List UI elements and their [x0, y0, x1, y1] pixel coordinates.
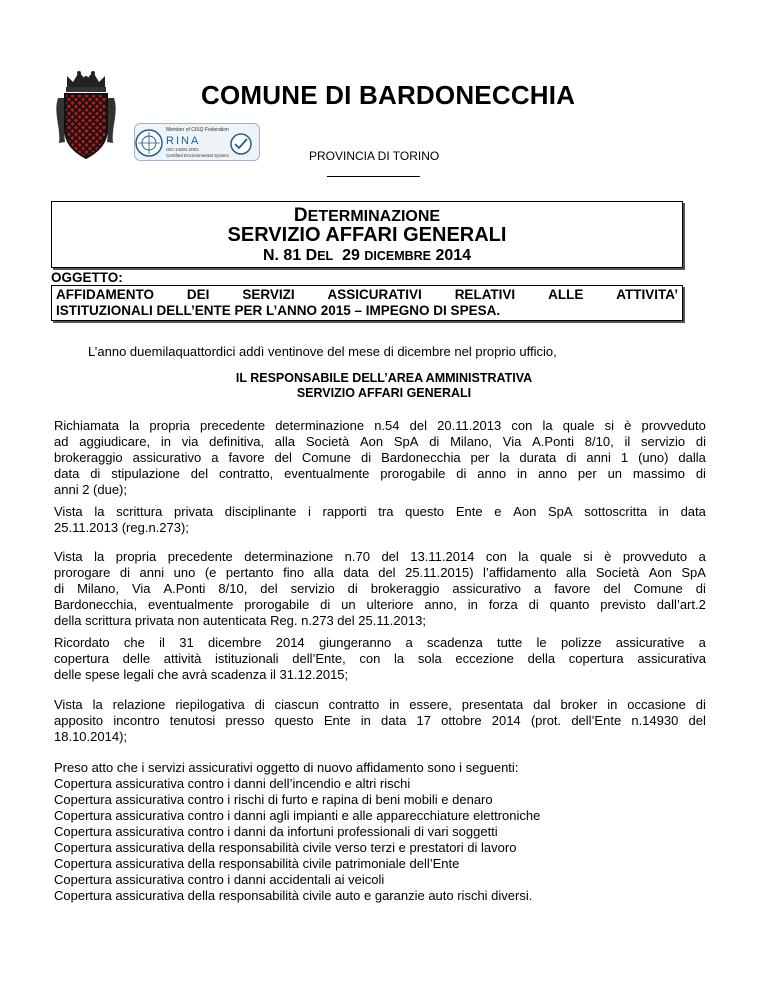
paragraph-line: della scrittura privata non autenticata Reg. n.273 del 25.11.2013;: [54, 613, 426, 628]
oggetto-box: [51, 285, 683, 321]
paragraph: [54, 549, 706, 629]
paragraph-line: copertura delle attività istituzionali dell’Ente, con la sola eccezione della copertura assicurativa: [54, 651, 706, 666]
det-month: DICEMBRE: [364, 249, 431, 263]
oggetto-line-1: [56, 287, 678, 303]
det-number: N. 81 D: [262, 247, 318, 264]
paragraph-line: 25.11.2013 (reg.n.273);: [54, 520, 189, 535]
list-item: Copertura assicurativa della responsabilità civile patrimoniale dell’Ente: [54, 856, 460, 871]
servizio-heading: SERVIZIO AFFARI GENERALI: [227, 224, 507, 246]
det-year: 2014: [431, 247, 472, 264]
services-list: [54, 760, 706, 904]
responsabile-subtitle: SERVIZIO AFFARI GENERALI: [296, 386, 472, 400]
list-item: Copertura assicurativa contro i danni da infortuni professionali di vari soggetti: [54, 824, 498, 839]
oggetto-label: OGGETTO:: [51, 270, 123, 285]
paragraph-line: Vista la relazione riepilogativa di ciascun contratto in essere, presentata dal broker in occasione di: [54, 697, 706, 712]
determinazione-rest: ETERMINAZIONE: [307, 208, 441, 225]
divider: [327, 176, 420, 177]
list-item: Copertura assicurativa della responsabilità civile auto e garanzie auto rischi diversi.: [54, 888, 533, 903]
paragraph-line: prorogare di anni uno (e pertanto fino alla data del 25.11.2015) l’affidamento alla Società Aon SpA: [54, 565, 706, 580]
determinazione-initial: D: [293, 205, 308, 226]
paragraph: [54, 635, 706, 683]
paragraph-line: apposito incontro tenutosi presso questo Ente in data 17 ottobre 2014 (prot. dell’Ente n.14930 del: [54, 713, 706, 728]
oggetto-word: SERVIZI: [242, 287, 295, 302]
paragraph-line: Ricordato che il 31 dicembre 2014 giungeranno a scadenza tutte le polizze assicurative a: [54, 635, 706, 650]
list-item: Copertura assicurativa contro i danni agli impianti e alle apparecchiature elettroniche: [54, 808, 541, 823]
paragraph-line: Vista la scrittura privata disciplinante i rapporti tra questo Ente e Aon SpA sottoscritta in data: [54, 504, 706, 519]
list-item: Copertura assicurativa della responsabilità civile verso terzi e prestatori di lavoro: [54, 840, 517, 855]
oggetto-line-2: ISTITUZIONALI DELL’ENTE PER L’ANNO 2015 – IMPEGNO DI SPESA.: [56, 303, 501, 318]
determinazione-box: [51, 201, 683, 268]
list-item: Copertura assicurativa contro i danni dell’incendio e altri rischi: [54, 776, 411, 791]
paragraph-line: Bardonecchia, eventualmente prorogabile di un ulteriore anno, in forza di quanto previsto dall’art.2: [54, 597, 706, 612]
oggetto-word: ATTIVITA’: [616, 287, 678, 302]
page-title: COMUNE DI BARDONECCHIA: [201, 80, 576, 110]
cert-iso-text: ISO 14001:2004: [166, 147, 199, 152]
oggetto-word: AFFIDAMENTO: [56, 287, 154, 302]
paragraph-line: Richiamata la propria precedente determinazione n.54 del 20.11.2013 con la quale si è provveduto: [54, 418, 706, 433]
intro-text: L’anno duemilaquattordici addì ventinove del mese di dicembre nel proprio ufficio,: [88, 344, 557, 359]
paragraph-line: Vista la propria precedente determinazione n.70 del 13.11.2014 con la quale si è provveduto a: [54, 549, 706, 564]
services-items: [54, 776, 706, 904]
provincia-label: PROVINCIA DI TORINO: [309, 149, 440, 163]
paragraph-line: delle spese legali che avrà scadenza il 31.12.2015;: [54, 667, 349, 682]
paragraph: [54, 418, 706, 498]
paragraph-line: anni 2 (due);: [54, 482, 127, 497]
paragraph-line: ad aggiudicare, in via definitiva, alla Società Aon SpA di Milano, Via A.Ponti 8/10, il servizio di: [54, 434, 706, 449]
coat-of-arms-icon: [55, 68, 117, 162]
list-item: Copertura assicurativa contro i rischi di furto e rapina di beni mobili e denaro: [54, 792, 493, 807]
oggetto-word: ALLE: [548, 287, 584, 302]
det-day: 29: [333, 247, 365, 264]
paragraph-line: di Milano, Via A.Ponti 8/10, del servizio di brokeraggio assicurativo a favore del Comune di: [54, 581, 706, 596]
oggetto-word: DEI: [186, 287, 210, 302]
list-item: Copertura assicurativa contro i danni accidentali ai veicoli: [54, 872, 385, 887]
rina-certification-logo: [134, 123, 260, 161]
services-intro: Preso atto che i servizi assicurativi oggetto di nuovo affidamento sono i seguenti:: [54, 760, 519, 775]
det-del: EL: [317, 249, 334, 263]
cert-system-text: Certified Environmental System: [166, 153, 230, 158]
cert-member-text: Member of CISQ Federation: [166, 127, 229, 133]
cert-brand-text: RINA: [166, 135, 201, 147]
responsabile-title: IL RESPONSABILE DELL’AREA AMMINISTRATIVA: [235, 371, 533, 385]
paragraph: [54, 504, 706, 536]
paragraph: [54, 697, 706, 745]
paragraph-line: 18.10.2014);: [54, 729, 128, 744]
paragraph-line: data di stipulazione del contratto, eventualmente prorogabile di anno in anno per un massimo di: [54, 466, 706, 481]
oggetto-word: ASSICURATIVI: [327, 287, 422, 302]
oggetto-word: RELATIVI: [454, 287, 516, 302]
determinazione-number-date: [52, 247, 682, 265]
paragraph-line: brokeraggio assicurativo a favore del Comune di Bardonecchia per la durata di anni 1 (uno) dalla: [54, 450, 706, 465]
